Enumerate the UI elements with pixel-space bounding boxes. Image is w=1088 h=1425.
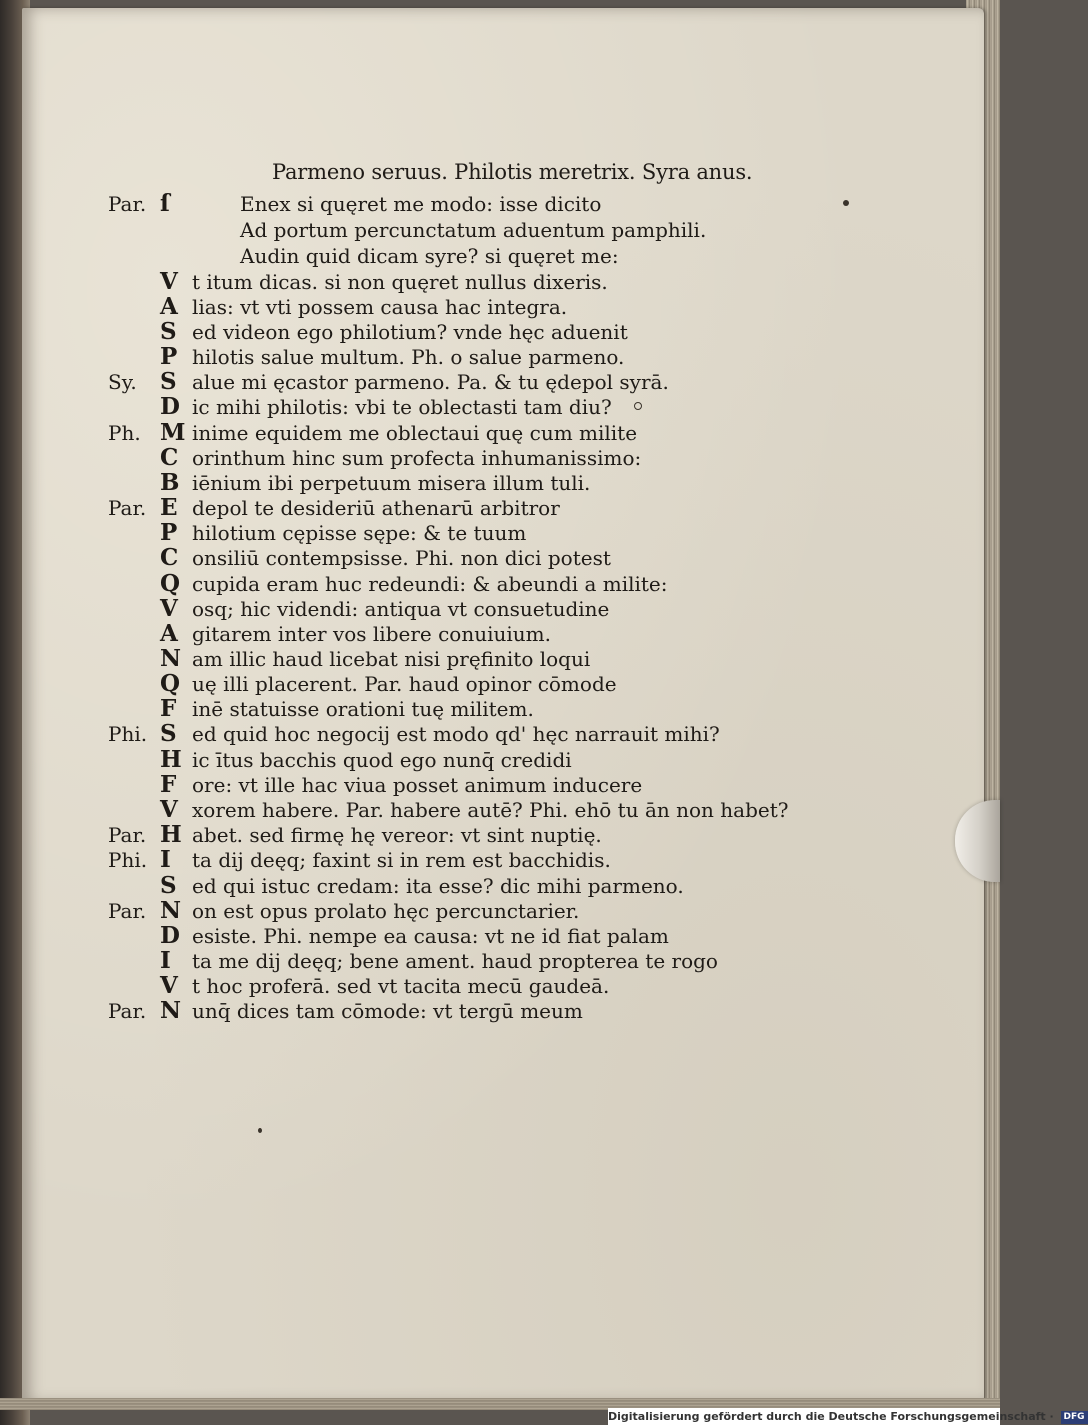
verse-text: ed qui istuc credam: ita esse? dic mihi parmeno.: [192, 874, 684, 898]
dfg-logo: DFG: [1061, 1411, 1088, 1424]
verse-line: [0, 874, 760, 899]
verse-line: [0, 773, 760, 798]
initial-letter: H: [160, 821, 182, 848]
verse-line: [0, 471, 760, 496]
verse-text: on est opus prolato hęc percunctarier.: [192, 899, 580, 923]
verse-line: [0, 722, 760, 747]
verse-text: t hoc proferā. sed vt tacita mecū gaudeā.: [192, 974, 610, 998]
verse-line: [0, 270, 760, 295]
verse-text: cupida eram huc redeundi: & abeundi a milite:: [192, 572, 668, 596]
verse-line: [0, 622, 760, 647]
initial-letter: I: [160, 947, 171, 974]
verse-line: [0, 370, 760, 395]
verse-line: [0, 192, 760, 217]
initial-letter: Q: [160, 670, 181, 697]
verse-line: [0, 823, 760, 848]
verse-line: [0, 446, 760, 471]
verse-text: esiste. Phi. nempe ea causa: vt ne id fiat palam: [192, 924, 669, 948]
verse-text: ic mihi philotis: vbi te oblectasti tam diu?: [192, 395, 612, 419]
initial-letter: P: [160, 519, 178, 546]
initial-letter: D: [160, 393, 180, 420]
initial-letter: D: [160, 922, 180, 949]
initial-letter: C: [160, 444, 179, 471]
speaker-label: Ph.: [108, 421, 141, 445]
funding-footer: [608, 1408, 1085, 1425]
verse-line: [0, 345, 760, 370]
verse-text: Enex si quęret me modo: isse dicito: [240, 192, 602, 216]
initial-letter: C: [160, 544, 179, 571]
speaker-label: Par.: [108, 192, 147, 216]
verse-line: [0, 697, 760, 722]
page-speck: [258, 1128, 262, 1133]
verse-text: t itum dicas. si non quęret nullus dixeris.: [192, 270, 608, 294]
speaker-label: Par.: [108, 823, 147, 847]
verse-line: [0, 244, 760, 269]
initial-letter: E: [160, 494, 178, 521]
verse-line: [0, 974, 760, 999]
verse-line: [0, 395, 760, 420]
verse-text: Ad portum percunctatum aduentum pamphili.: [240, 218, 707, 242]
initial-letter: V: [160, 796, 178, 823]
verse-line: [0, 546, 760, 571]
initial-letter: N: [160, 897, 182, 924]
verse-text: onsiliū contempsisse. Phi. non dici potest: [192, 546, 611, 570]
initial-letter: N: [160, 645, 182, 672]
initial-letter: A: [160, 620, 178, 647]
initial-letter: B: [160, 469, 180, 496]
initial-letter: N: [160, 997, 182, 1024]
initial-letter: S: [160, 720, 177, 747]
verse-text: depol te desideriū athenarū arbitror: [192, 496, 560, 520]
verse-line: [0, 597, 760, 622]
verse-line: [0, 572, 760, 597]
speaker-label: Par.: [108, 899, 147, 923]
verse-line: [0, 521, 760, 546]
verse-line: [0, 796, 789, 823]
verse-line: [0, 295, 760, 320]
verse-line: [0, 647, 760, 672]
verse-line: [0, 899, 760, 924]
verse-line: [0, 748, 760, 773]
page-speck: [843, 200, 849, 206]
initial-letter: F: [160, 695, 177, 722]
verse-line: [0, 848, 760, 873]
initial-letter: A: [160, 293, 178, 320]
speaker-label: Par.: [108, 496, 147, 520]
verse-text: ed quid hoc negocij est modo qd' hęc narrauit mihi?: [192, 722, 720, 746]
initial-letter: S: [160, 368, 177, 395]
verse-text: alue mi ęcastor parmeno. Pa. & tu ędepol syrā.: [192, 370, 669, 394]
verse-text: inē statuisse orationi tuę militem.: [192, 697, 534, 721]
funding-text: Digitalisierung gefördert durch die Deutsche Forschungsgemeinschaft ·: [608, 1410, 1054, 1423]
initial-letter: V: [160, 268, 178, 295]
verse-text: iēnium ibi perpetuum misera illum tuli.: [192, 471, 591, 495]
verse-text: xorem habere. Par. habere autē? Phi. ehō tu ān non habet?: [192, 798, 789, 822]
speaker-label: Phi.: [108, 848, 148, 872]
initial-letter: V: [160, 595, 178, 622]
verse-line: [0, 949, 760, 974]
verse-line: [0, 924, 760, 949]
verse-text: am illic haud licebat nisi pręfinito loqui: [192, 647, 591, 671]
verse-line: [0, 999, 760, 1024]
initial-letter: I: [160, 846, 171, 873]
initial-letter: P: [160, 343, 178, 370]
verse-text: ic ītus bacchis quod ego nunq̄ credidi: [192, 748, 572, 772]
verse-line: [0, 672, 760, 697]
verse-text: lias: vt vti possem causa hac integra.: [192, 295, 568, 319]
verse-text: Audin quid dicam syre? si quęret me:: [240, 244, 619, 268]
initial-letter: V: [160, 972, 178, 999]
verse-text: inime equidem me oblectaui quę cum milite: [192, 421, 638, 445]
verse-line: [0, 218, 760, 243]
speaker-label: Phi.: [108, 722, 148, 746]
verse-line: [0, 496, 760, 521]
verse-text: hilotis salue multum. Ph. o salue parmeno.: [192, 345, 625, 369]
initial-letter: ſ: [160, 190, 170, 217]
verse-text: ed videon ego philotium? vnde hęc aduenit: [192, 320, 628, 344]
initial-letter: S: [160, 872, 177, 899]
initial-letter: H: [160, 746, 182, 773]
cast-heading: Parmeno seruus. Philotis meretrix. Syra anus.: [272, 160, 753, 184]
verse-line: [0, 421, 760, 446]
initial-letter: S: [160, 318, 177, 345]
verse-text: ore: vt ille hac viua posset animum inducere: [192, 773, 643, 797]
initial-letter: Q: [160, 570, 181, 597]
verse-text: ta me dij deęq; bene ament. haud propterea te rogo: [192, 949, 718, 973]
verse-text: orinthum hinc sum profecta inhumanissimo:: [192, 446, 642, 470]
verse-text: hilotium cępisse sępe: & te tuum: [192, 521, 527, 545]
initial-letter: F: [160, 771, 177, 798]
initial-letter: M: [160, 419, 186, 446]
verse-text: unq̄ dices tam cōmode: vt tergū meum: [192, 999, 583, 1023]
verse-text: osq; hic videndi: antiqua vt consuetudine: [192, 597, 610, 621]
verse-text: ta dij deęq; faxint si in rem est bacchidis.: [192, 848, 611, 872]
verse-text: uę illi placerent. Par. haud opinor cōmode: [192, 672, 617, 696]
speaker-label: Sy.: [108, 370, 137, 394]
speaker-label: Par.: [108, 999, 147, 1023]
verse-text: abet. sed firmę hę vereor: vt sint nuptię.: [192, 823, 602, 847]
verse-line: [0, 320, 760, 345]
verse-text: gitarem inter vos libere conuiuium.: [192, 622, 551, 646]
